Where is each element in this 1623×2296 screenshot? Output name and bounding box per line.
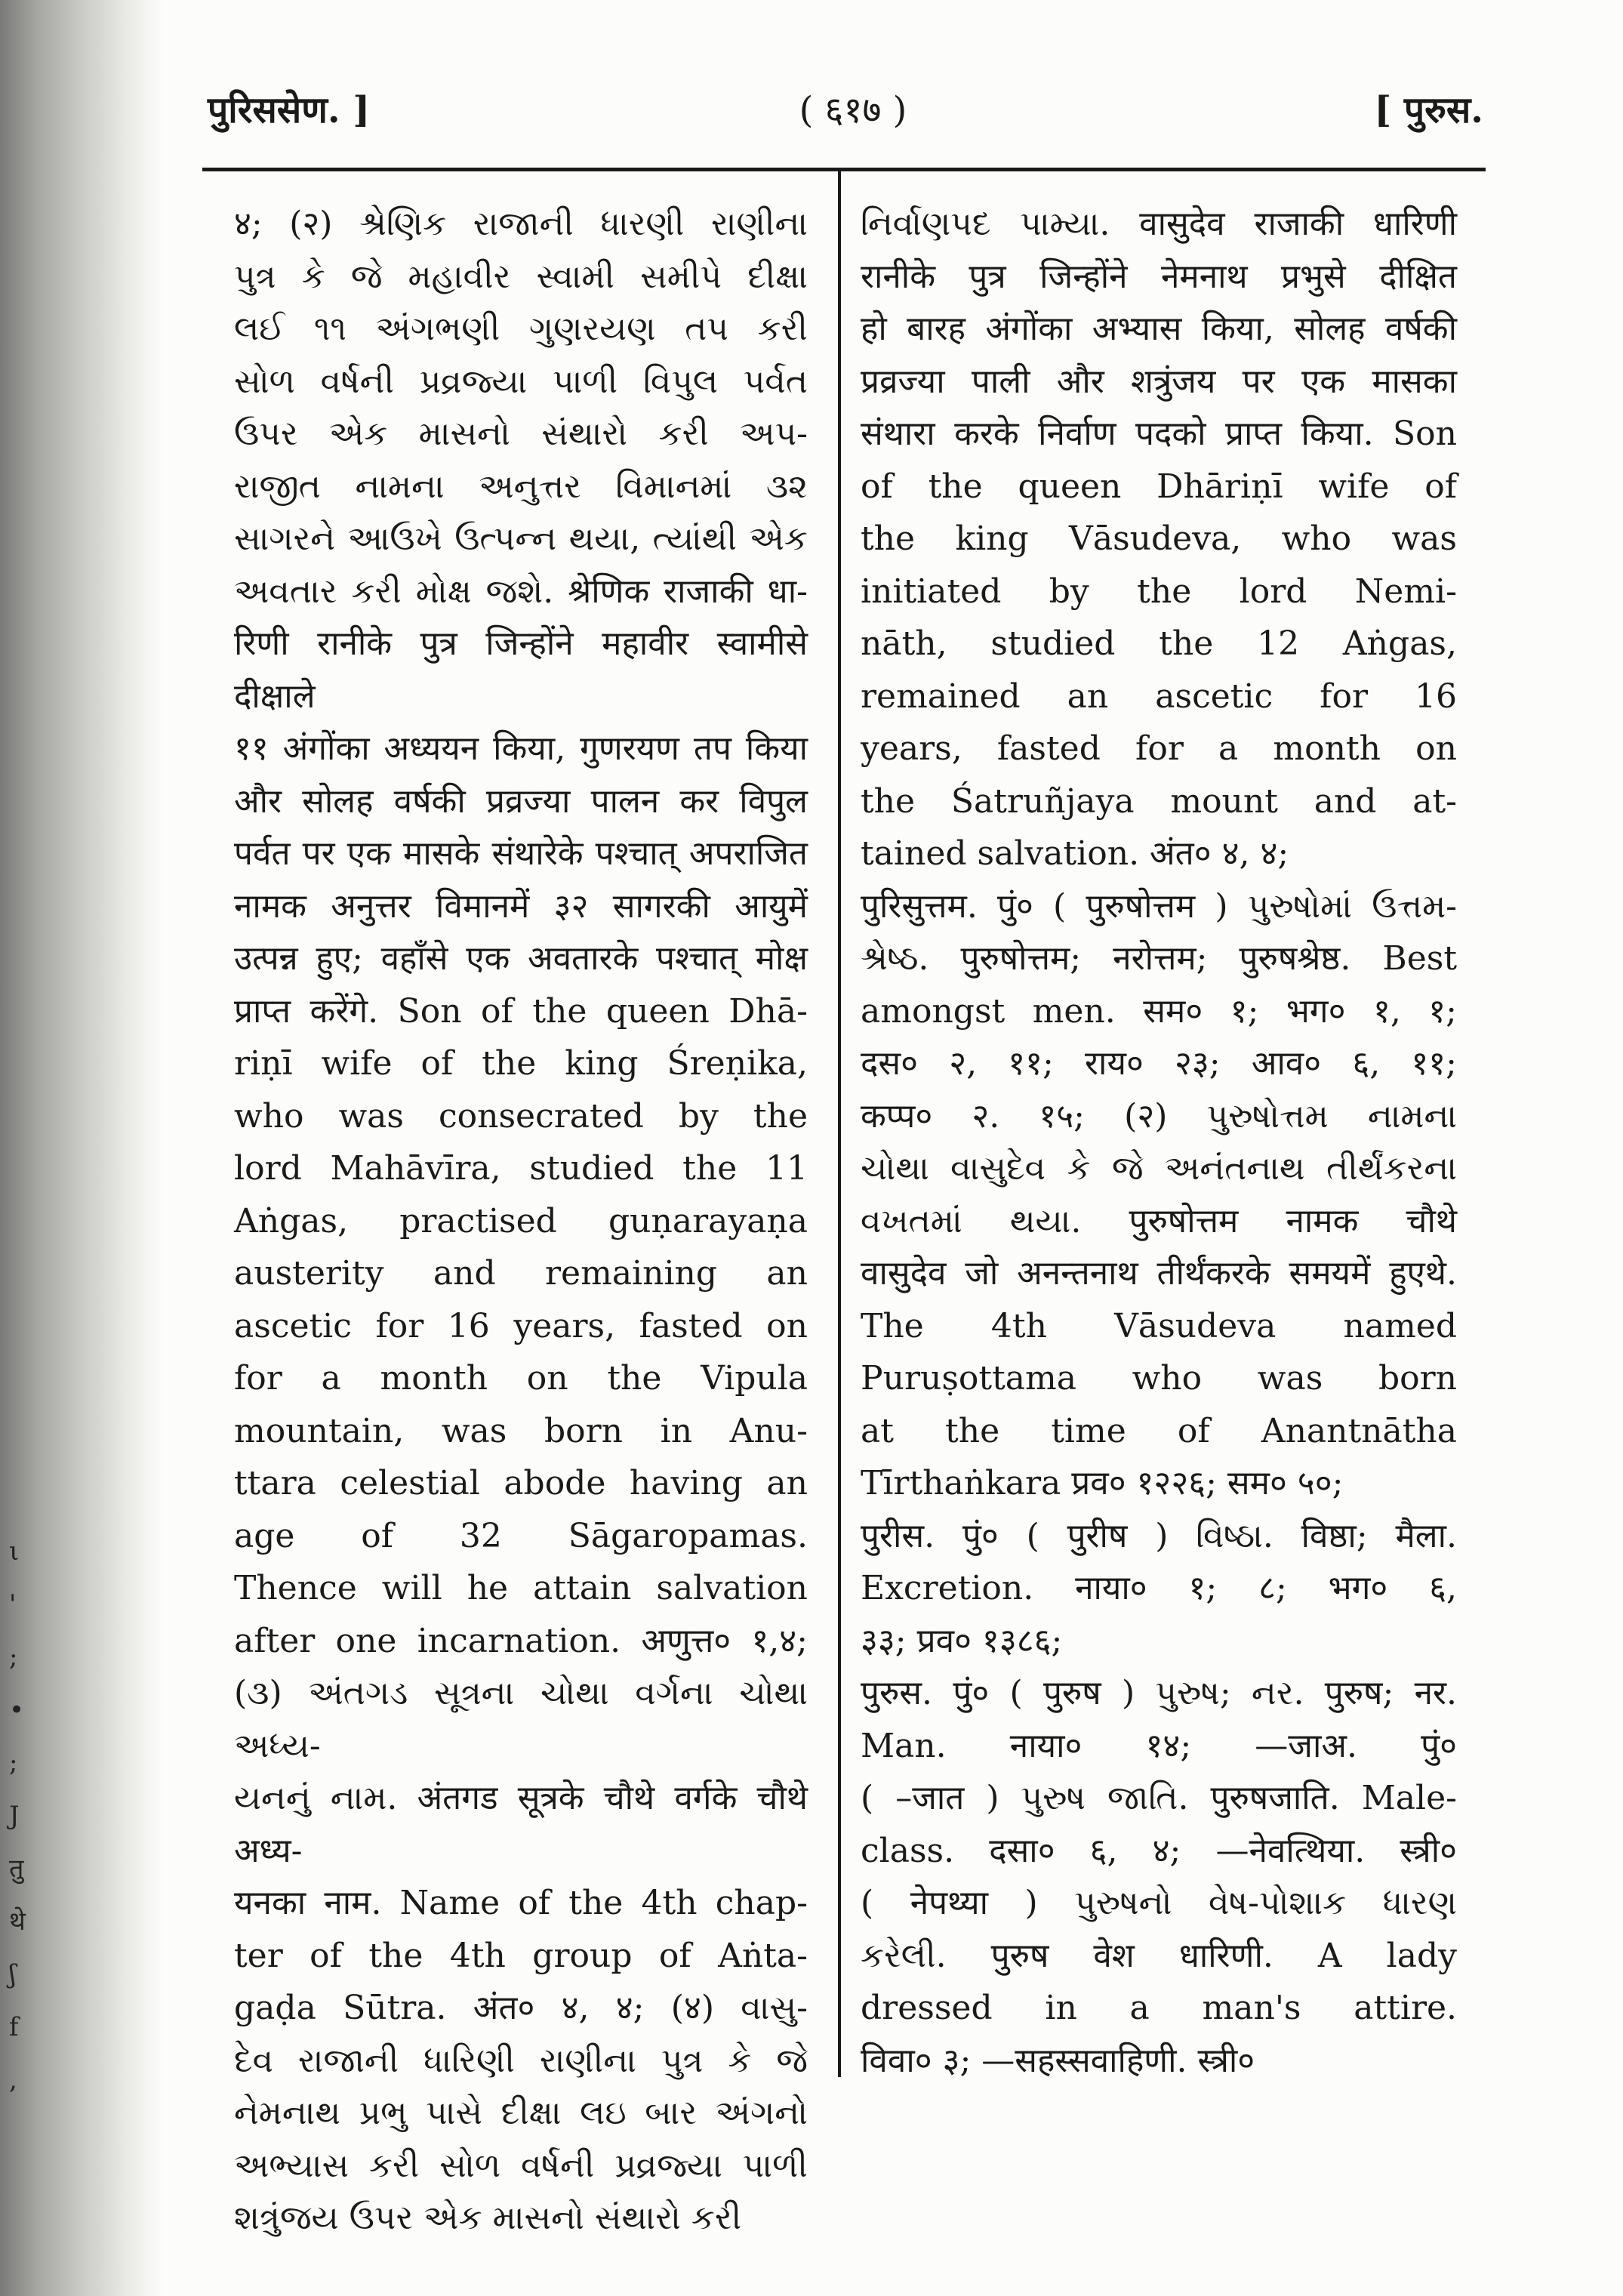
left-column-line: who was consecrated by the	[234, 1096, 808, 1136]
left-column-line: શત્રુંજય ઉપર એક માસનો સંથારો કરી	[234, 2199, 742, 2237]
right-column-line: class. दसा० ६, ४; —नेवत्थिया. स्त्री०	[861, 1831, 1457, 1870]
right-column-line: નિર્વાણપદ પામ્યા. वासुदेव राजाकी धारिणी	[861, 205, 1457, 243]
gutter-mark: ʃ	[9, 1959, 17, 1989]
header-rule	[202, 168, 1486, 171]
left-column-line: અવતાર કરી મોક્ષ જશે. श्रेणिक राजाकी धा-	[234, 572, 808, 611]
right-column-line: Man. नाया० १४; —जाअ. पुं०	[861, 1726, 1457, 1765]
right-column-line: कप्प० २. १५; (२) પુરુષોત્તમ નામના	[861, 1096, 1457, 1136]
right-column	[861, 198, 1457, 2087]
right-column-line: ( नेपथ्या ) પુરુષનો વેષ-પોશાક ધારણ	[861, 1884, 1457, 1922]
right-column-line: वासुदेव जो अनन्तनाथ तीर्थंकरके समयमें हुएथे.	[861, 1254, 1457, 1293]
left-column-line: lord Mahāvīra, studied the 11	[234, 1149, 808, 1188]
right-column-line: संथारा करके निर्वाण पदको प्राप्त किया. Son	[861, 415, 1457, 453]
right-column-line: the king Vāsudeva, who was	[861, 519, 1457, 558]
left-column-line: उत्पन्न हुए; वहाँसे एक अवतारके पश्चात् मोक्ष	[234, 939, 808, 978]
left-column-line: और सोलह वर्षकी प्रव्रज्या पालन कर विपुल	[234, 781, 808, 821]
right-column-line: पुरुस. पुं० ( पुरुष ) પુરુષ; નર. पुरुष; नर.	[861, 1674, 1457, 1712]
left-column-line: gaḍa Sūtra. अंत० ४, ४; (४) વાસુ-	[234, 1989, 808, 2027]
left-column-line: प्राप्त करेंगे. Son of the queen Dhā-	[234, 991, 808, 1031]
left-column-line: લઈ ૧૧ અંગભણી ગુણરયણ તપ કરી	[234, 310, 808, 348]
gutter-mark: '	[9, 1589, 17, 1620]
left-column-line: mountain, was born in Anu-	[234, 1411, 808, 1450]
left-column-line: યનનું નામ. अंतगड सूत्रके चौथे वर्गके चौथे अध्य-	[234, 1779, 808, 1870]
left-column-line: यनका नाम. Name of the 4th chap-	[234, 1884, 808, 1922]
left-column-line: અભ્યાસ કરી સોળ વર્ષની પ્રવ્રજ્યા પાળી	[234, 2146, 808, 2185]
right-column-line: Tīrthaṅkara प्रव० १२२६; सम० ५०;	[861, 1464, 1344, 1502]
left-column-line: Aṅgas, practised guṇarayaṇa	[234, 1201, 808, 1240]
left-column-line: austerity and remaining an	[234, 1254, 808, 1293]
left-column-line: ४; (२) શ્રેણિક રાજાની ધારણી રાણીના	[234, 205, 808, 243]
left-column-line: દેવ રાજાની ધારિણી રાણીના પુત્ર કે જે	[234, 2041, 808, 2080]
left-column-line: age of 32 Sāgaropamas.	[234, 1516, 808, 1555]
right-column-line: remained an ascetic for 16	[861, 676, 1457, 716]
gutter-mark: •	[9, 1695, 25, 1725]
column-divider	[838, 171, 841, 2077]
left-column-line: રાજીત નામના અનુત્તર વિમાનમાં ૩૨	[234, 467, 808, 506]
gutter-mark: J	[9, 1801, 20, 1831]
left-column-line: ttara celestial abode having an	[234, 1464, 808, 1502]
header-right-word: [ पुरुस.	[1374, 89, 1483, 131]
right-column-line: years, fasted for a month on	[861, 729, 1457, 768]
left-column-line: riṇī wife of the king Śreṇika,	[234, 1044, 808, 1083]
gutter-mark: f	[9, 2012, 19, 2042]
gutter-mark: ;	[9, 1642, 18, 1672]
right-column-line: શ્રેષ્ઠ. पुरुषोत्तम; नरोत्तम; पुरुषश्रेष्ठ. Best	[861, 939, 1457, 978]
right-column-line: प्रव्रज्या पाली और शत्रुंजय पर एक मासका	[861, 362, 1457, 401]
left-column-line: (૩) અંતગડ સૂત્રના ચોથા વર્ગના ચોથા અધ્ય-	[234, 1674, 808, 1765]
right-column-line: initiated by the lord Nemi-	[861, 572, 1457, 611]
left-column-line: ascetic for 16 years, fasted on	[234, 1306, 808, 1345]
right-column-line: हो बारह अंगोंका अभ्यास किया, सोलह वर्षकी	[861, 310, 1457, 348]
left-column-line: સાગરને આઉખે ઉત્પન્ન થયા, ત્યાંથી એક	[234, 519, 808, 558]
right-column-line: दस० २, ११; राय० २३; आव० ६, ११;	[861, 1044, 1457, 1083]
left-column-line: Thence will he attain salvation	[234, 1569, 808, 1607]
binding-gutter	[0, 0, 162, 2296]
right-column-line: पुरीस. पुं० ( पुरीष ) વિષ્ઠા. विष्ठा; मैला.	[861, 1516, 1457, 1555]
gutter-mark: ,	[9, 2065, 17, 2095]
left-column-line: પુત્ર કે જે મહાવીર સ્વામી સમીપે દીક્ષા	[234, 257, 808, 296]
left-column-line: रिणी रानीके पुत्र जिन्होंने महावीर स्वामीसे दीक्षाले	[234, 624, 808, 716]
right-column-line: The 4th Vāsudeva named	[861, 1306, 1457, 1345]
right-column-line: dressed in a man's attire.	[861, 1989, 1457, 2027]
right-column-line: ३३; प्रव० १३८६;	[861, 1621, 1063, 1660]
left-column-line: for a month on the Vipula	[234, 1359, 808, 1398]
left-column-line: ter of the 4th group of Aṅta-	[234, 1936, 808, 1975]
left-column-line: नामक अनुत्तर विमानमें ३२ सागरकी आयुमें	[234, 886, 808, 926]
right-column-line: विवा० ३; —सहस्सवाहिणी. स्त्री०	[861, 2041, 1255, 2080]
left-column-line: after one incarnation. अणुत्त० १,४;	[234, 1621, 808, 1660]
gutter-mark: ι	[9, 1536, 20, 1567]
gutter-mark: ;	[9, 1748, 18, 1778]
right-column-line: पुरिसुत्तम. पुं० ( पुरुषोत्तम ) પુરુષોમાં ઉત્તમ-	[861, 886, 1457, 926]
left-column-line: ११ अंगोंका अध्ययन किया, गुणरयण तप किया	[234, 729, 808, 768]
right-column-line: amongst men. सम० १; भग० १, १;	[861, 991, 1457, 1031]
header-left-word: पुरिससेण. ]	[208, 89, 371, 131]
left-column-line: સોળ વર્ષની પ્રવ્રજ્યા પાળી વિપુલ પર્વત	[234, 362, 808, 401]
right-column-line: रानीके पुत्र जिन्होंने नेमनाथ प्रभुसे दीक्षित	[861, 257, 1457, 296]
right-column-line: at the time of Anantnātha	[861, 1411, 1457, 1450]
right-column-line: Excretion. नाया० १; ८; भग० ६,	[861, 1569, 1457, 1607]
right-column-line: Puruṣottama who was born	[861, 1359, 1457, 1398]
right-column-line: કરેલી. पुरुष वेश धारिणी. A lady	[861, 1936, 1457, 1975]
gutter-marks	[9, 1525, 39, 2106]
gutter-mark: तु	[9, 1854, 24, 1884]
right-column-line: વખતમાં થયા. पुरुषोत्तम नामक चौथे	[861, 1201, 1457, 1240]
page-number: ( ६१७ )	[799, 89, 907, 131]
left-column-line: નેમનાથ પ્રભુ પાસે દીક્ષા લઇ બાર અંગનો	[234, 2094, 808, 2132]
right-column-line: of the queen Dhāriṇī wife of	[861, 467, 1457, 506]
right-column-line: nāth, studied the 12 Aṅgas,	[861, 624, 1457, 663]
right-column-line: tained salvation. अंत० ४, ४;	[861, 834, 1289, 873]
left-column-line: पर्वत पर एक मासके संथारेके पश्चात् अपराजित	[234, 834, 808, 873]
gutter-mark: थे	[9, 1906, 26, 1937]
left-column	[234, 198, 808, 2245]
left-column-line: ઉપર એક માસનો સંથારો કરી અપ-	[234, 415, 808, 453]
right-column-line: ( –जात ) પુરુષ જાતિ. पुरुषजाति. Male-	[861, 1779, 1457, 1817]
right-column-line: ચોથા વાસુદેવ કે જે અનંતનાથ તીર્થંકરના	[861, 1149, 1457, 1188]
right-column-line: the Śatruñjaya mount and at-	[861, 781, 1457, 821]
